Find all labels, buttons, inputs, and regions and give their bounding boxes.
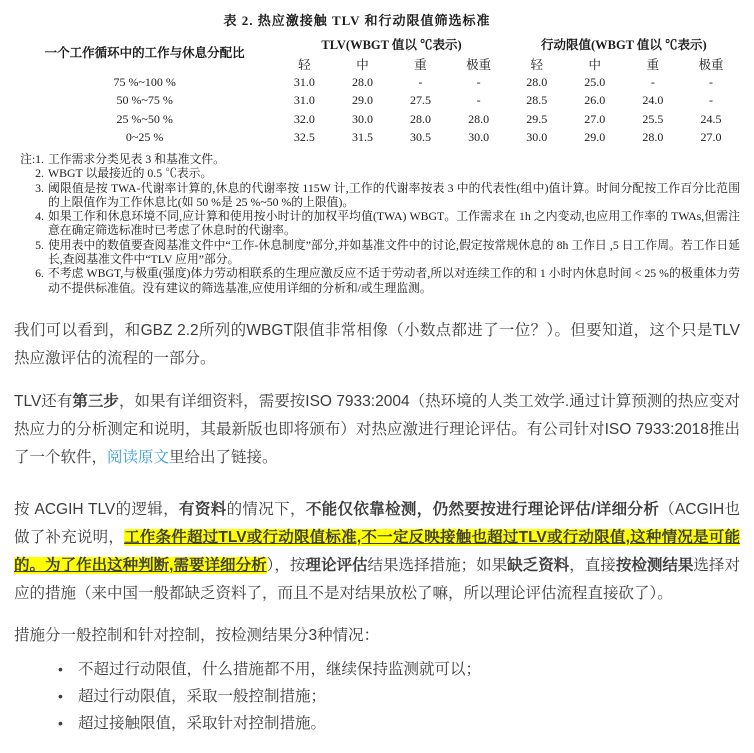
- table-subheader-cell: 重: [646, 57, 660, 72]
- text-segment: 结果选择措施；如果: [367, 556, 508, 574]
- text-segment: ），按: [266, 556, 306, 574]
- table-note-item: [14, 238, 740, 267]
- table-cell: -: [650, 74, 655, 89]
- text-segment: ，如果有详细资料，需要按ISO 7933:2004（热环境的人类工效学.通过计算预测的热应变对热应力的分析测定和说明，其最新版也即将颁布）对热应激进行理论评估。有公司针对ISO 7933:2018推出了一个软件，: [14, 392, 740, 466]
- bold-text: 第三步: [72, 392, 119, 410]
- text-segment: （ACGIH也做了补充说明，: [14, 500, 740, 546]
- table-cell: -: [708, 93, 713, 108]
- highlighted-text: 工作条件超过TLV或行动限值标准,不一定反映接触也超过TLV或行动限值,这种情况是可能的。为了作出这种判断,需要详细分析: [14, 528, 740, 574]
- tlv-table-section: [14, 12, 740, 295]
- table-note-item: [14, 181, 740, 210]
- note-number: 2.: [35, 166, 44, 181]
- text-segment: TLV还有: [14, 392, 73, 410]
- note-number: 4.: [35, 209, 44, 224]
- table-cell: 27.0: [700, 130, 722, 145]
- table-cell: 32.5: [293, 130, 315, 145]
- table-subheader-cell: 极重: [466, 57, 492, 72]
- table-cell: -: [708, 74, 713, 89]
- bold-text: 缺乏资料: [507, 556, 570, 574]
- paragraph-acgih-logic: [14, 496, 740, 608]
- measures-list: [14, 656, 740, 737]
- table-cell: 30.0: [526, 130, 548, 145]
- table-notes: [14, 152, 740, 295]
- table-cell: 25.0: [584, 74, 606, 89]
- note-text: 阈限值是按 TWA-代谢率计算的,休息的代谢率按 115W 计,工作的代谢率按表 3 中的代表性(组中)值计算。时间分配按工作百分比范围的上限值作为工作休息比(如 50 %是 25 %~50 %的上限值)。: [48, 180, 740, 209]
- note-text: 不考虑 WBGT,与极重(强度)体力劳动相联系的生理应激反应不适于劳动者,所以对连续工作的和 1 小时内休息时间 < 25 %的极重体力劳动不提供标准值。没有建议的筛选基准,应使用详细的分析和/或生理监测。: [48, 266, 740, 295]
- table-note-item: [14, 209, 740, 238]
- note-number: 6.: [35, 266, 44, 281]
- note-text: 使用表中的数值要查阅基准文件中“工作-休息制度”部分,并如基准文件中的讨论,假定按常规休息的 8h 工作日 ,5 日工作周。若工作日延长,查阅基准文件中“TLV 应用”部分。: [48, 237, 740, 267]
- table-row: [14, 129, 740, 148]
- table-col1-header: 一个工作循环中的工作与休息分配比: [44, 46, 245, 60]
- table-cell: 28.5: [526, 93, 548, 108]
- bold-text: 不能仅依靠检测，仍然要按进行理论评估/详细分析: [305, 500, 660, 518]
- list-item: • 超过接触限值，采取针对控制措施。: [78, 710, 740, 737]
- row-label: 75 %~100 %: [113, 74, 176, 89]
- note-text: 工作需求分类见表 3 和基准文件。: [48, 152, 225, 166]
- note-number: 5.: [35, 237, 44, 252]
- table-group-header-row: [14, 34, 740, 54]
- table-title: 表 2. 热应激接触 TLV 和行动限值筛选标准: [223, 13, 491, 28]
- table-cell: 29.5: [526, 111, 548, 126]
- table-cell: 24.0: [642, 93, 664, 108]
- table-subheader-cell: 极重: [698, 57, 724, 72]
- table-cell: 27.5: [410, 93, 432, 108]
- table-note-item: [14, 166, 740, 180]
- table-cell: 29.0: [584, 130, 606, 145]
- tlv-table: [14, 34, 740, 147]
- note-text: 如果工作和休息环境不同,应计算和使用按小时计的加权平均值(TWA) WBGT。工作需求在 1h 之内变动,也应用工作率的 TWAs,但需注意在确定筛选标准时已考虑了休息时的代谢率。: [48, 209, 740, 238]
- list-item: • 不超过行动限值，什么措施都不用，继续保持监测就可以；: [78, 656, 740, 683]
- note-number: 3.: [35, 180, 44, 195]
- table-cell: 28.0: [468, 111, 490, 126]
- table-cell: 24.5: [700, 111, 722, 126]
- table-subheader-cell: 轻: [298, 57, 311, 72]
- table-cell: 31.0: [293, 93, 315, 108]
- table-cell: -: [476, 93, 481, 108]
- table-row: [14, 73, 740, 92]
- table-cell: 30.0: [468, 130, 490, 145]
- table-subheader-cell: 轻: [530, 57, 543, 72]
- table-subheader-cell: 中: [356, 57, 369, 72]
- text-segment: 按 ACGIH TLV的逻辑，: [14, 500, 179, 518]
- table-cell: 32.0: [293, 111, 315, 126]
- text-segment: 选择对应的措施（来中国一般都缺乏资料了，而且不是对结果放松了嘛，所以理论评估流程直接砍了）。: [14, 556, 740, 602]
- table-group-header-tlv: TLV(WBGT 值以 ℃表示): [321, 38, 462, 52]
- bold-text: 理论评估: [305, 556, 368, 574]
- table-subheader-cell: 重: [414, 57, 427, 72]
- table-cell: 28.0: [410, 111, 432, 126]
- text-segment: 里给出了链接。: [169, 448, 278, 466]
- table-cell: 28.0: [526, 74, 548, 89]
- text-segment: ，直接: [569, 556, 616, 574]
- bold-text: 按检测结果: [615, 556, 694, 574]
- table-cell: 30.0: [351, 111, 373, 126]
- row-label: 25 %~50 %: [116, 111, 173, 126]
- table-cell: 25.5: [642, 111, 664, 126]
- row-label: 0~25 %: [125, 130, 164, 145]
- list-item: • 超过行动限值，采取一般控制措施；: [78, 683, 740, 710]
- note-text: WBGT 以最接近的 0.5 ℃表示。: [48, 166, 213, 181]
- table-cell: 29.0: [351, 93, 373, 108]
- table-subheader-cell: 中: [588, 57, 602, 72]
- table-row: [14, 92, 740, 111]
- table-row: [14, 110, 740, 129]
- table-cell: 28.0: [642, 130, 664, 145]
- read-original-link[interactable]: 阅读原文: [107, 448, 170, 466]
- note-number: 注:1.: [20, 152, 44, 166]
- table-cell: -: [418, 74, 423, 89]
- table-cell: -: [476, 74, 481, 89]
- table-note-item: [14, 152, 740, 166]
- row-label: 50 %~75 %: [116, 93, 173, 108]
- table-cell: 26.0: [584, 93, 606, 108]
- table-group-header-action-limit: 行动限值(WBGT 值以 ℃表示): [540, 38, 707, 52]
- table-note-item: [14, 266, 740, 295]
- table-cell: 28.0: [351, 74, 373, 89]
- table-cell: 31.0: [293, 74, 315, 89]
- table-cell: 27.0: [584, 111, 606, 126]
- bold-text: 有资料: [179, 500, 227, 518]
- tlv-table-body: [14, 73, 740, 147]
- table-cell: 30.5: [410, 130, 432, 145]
- table-cell: 31.5: [351, 130, 373, 145]
- text-segment: 的情况下，: [226, 500, 306, 518]
- paragraph-tlv-step3: [14, 388, 740, 472]
- paragraph-wbgt-comparison: 我们可以看到，和GBZ 2.2所列的WBGT限值非常相像（小数点都进了一位？）。但要知道，这个只是TLV热应激评估的流程的一部分。: [14, 321, 740, 367]
- paragraph-measures-intro: 措施分一般控制和针对控制，按检测结果分3种情况：: [14, 626, 380, 644]
